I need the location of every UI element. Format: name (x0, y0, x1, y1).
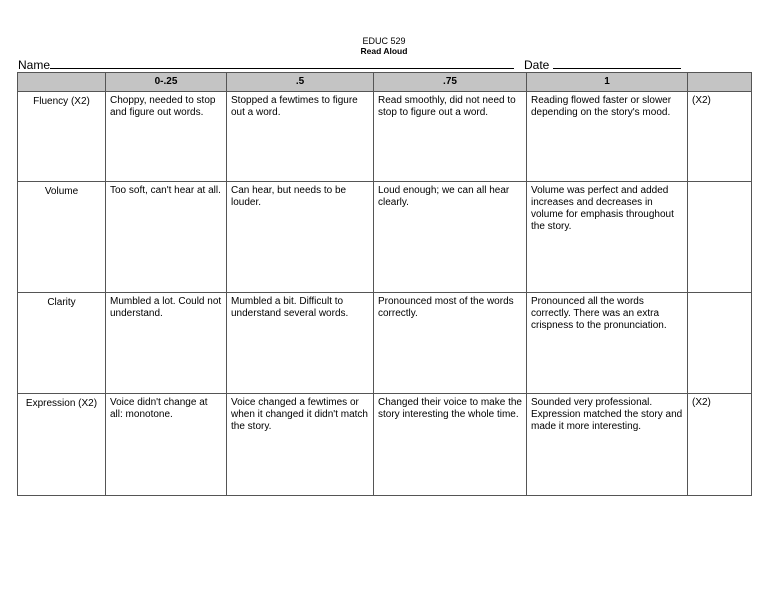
criterion-label: Expression (X2) (18, 394, 106, 496)
descriptor-cell: Changed their voice to make the story interesting the whole time. (374, 394, 527, 496)
rubric-subtitle: Read Aloud (360, 46, 408, 56)
criterion-label: Clarity (18, 293, 106, 394)
name-blank-line (50, 58, 514, 69)
descriptor-cell: Reading flowed faster or slower depending on the story's mood. (527, 92, 688, 182)
descriptor-cell: Can hear, but needs to be louder. (227, 182, 374, 293)
column-header: 0-.25 (106, 73, 227, 92)
descriptor-cell: Voice didn't change at all: monotone. (106, 394, 227, 496)
table-row (18, 293, 752, 394)
descriptor-cell: Pronounced most of the words correctly. (374, 293, 527, 394)
descriptor-cell: Mumbled a lot. Could not understand. (106, 293, 227, 394)
name-label: Name (18, 58, 51, 72)
criterion-label: Fluency (X2) (18, 92, 106, 182)
descriptor-cell: Mumbled a bit. Difficult to understand several words. (227, 293, 374, 394)
descriptor-cell: Pronounced all the words correctly. There was an extra crispness to the pronunciation. (527, 293, 688, 394)
descriptor-cell: Read smoothly, did not need to stop to figure out a word. (374, 92, 527, 182)
multiplier-cell (688, 182, 752, 293)
course-title: EDUC 529 (362, 36, 406, 46)
column-header (18, 73, 106, 92)
descriptor-cell: Loud enough; we can all hear clearly. (374, 182, 527, 293)
multiplier-cell: (X2) (688, 394, 752, 496)
descriptor-cell: Volume was perfect and added increases and decreases in volume for emphasis throughout the story. (527, 182, 688, 293)
descriptor-cell: Choppy, needed to stop and figure out words. (106, 92, 227, 182)
column-header: .5 (227, 73, 374, 92)
descriptor-cell: Sounded very professional. Expression matched the story and made it more interesting. (527, 394, 688, 496)
name-field (18, 58, 514, 72)
descriptor-cell: Stopped a fewtimes to figure out a word. (227, 92, 374, 182)
criterion-label: Volume (18, 182, 106, 293)
descriptor-cell: Voice changed a fewtimes or when it changed it didn't match the story. (227, 394, 374, 496)
column-header (688, 73, 752, 92)
column-header: .75 (374, 73, 527, 92)
header-row (18, 73, 752, 92)
descriptor-cell: Too soft, can't hear at all. (106, 182, 227, 293)
table-row (18, 182, 752, 293)
table-row (18, 394, 752, 496)
date-field (524, 58, 681, 72)
date-label: Date (524, 58, 550, 72)
multiplier-cell (688, 293, 752, 394)
rubric-table (17, 72, 752, 496)
date-blank-line (553, 58, 681, 69)
table-row (18, 92, 752, 182)
multiplier-cell: (X2) (688, 92, 752, 182)
column-header: 1 (527, 73, 688, 92)
